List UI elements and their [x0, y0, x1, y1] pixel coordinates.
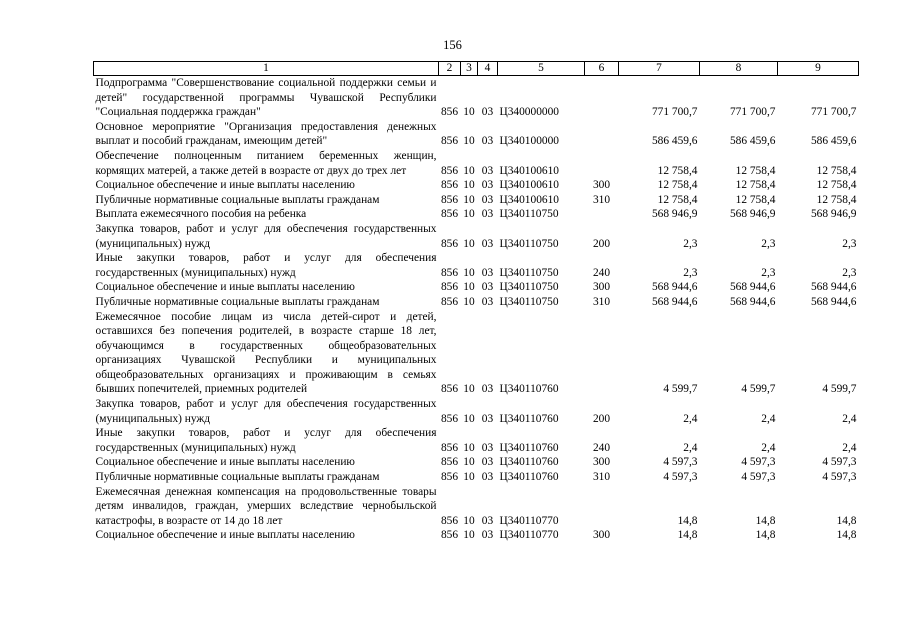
table-row	[94, 193, 859, 208]
target-article-cell: Ц340110750	[499, 208, 559, 221]
column-header: 7	[619, 62, 700, 76]
target-article-cell: Ц340100610	[499, 164, 559, 177]
section-code-cell: 10	[463, 266, 475, 279]
column-header: 6	[585, 62, 619, 76]
amount-col7-cell: 4 597,3	[663, 456, 698, 469]
subsection-code-cell: 03	[481, 135, 494, 148]
section-code-cell: 10	[463, 208, 475, 221]
section-code-cell: 10	[463, 456, 475, 469]
column-header: 2	[439, 62, 461, 76]
amount-col9-cell: 771 700,7	[810, 106, 857, 119]
target-article-cell: Ц340110760	[499, 412, 559, 425]
subsection-code-cell: 03	[481, 295, 494, 308]
ministry-code-cell: 856	[440, 412, 459, 425]
expense-type-cell	[585, 76, 619, 120]
column-header: 5	[498, 62, 585, 76]
target-article-cell: Ц340110750	[499, 237, 559, 250]
amount-col9-cell: 14,8	[836, 514, 857, 527]
column-header: 4	[478, 62, 498, 76]
section-code-cell: 10	[463, 295, 475, 308]
expense-type-cell: 240	[592, 441, 611, 454]
amount-col7-cell: 568 944,6	[651, 281, 698, 294]
subsection-code-cell: 03	[481, 412, 494, 425]
amount-col7-cell: 14,8	[677, 529, 698, 542]
amount-col8-cell: 568 946,9	[729, 208, 776, 221]
amount-col8-cell: 2,3	[761, 237, 776, 250]
ministry-code-cell: 856	[440, 164, 459, 177]
target-article-cell: Ц340110760	[499, 383, 559, 396]
ministry-code-cell: 856	[440, 179, 459, 192]
amount-col8-cell: 771 700,7	[729, 106, 776, 119]
amount-col9-cell: 2,4	[842, 441, 857, 454]
amount-col9-cell: 568 944,6	[810, 295, 857, 308]
subsection-code-cell: 03	[481, 237, 494, 250]
expense-type-cell: 200	[592, 237, 611, 250]
expense-type-cell: 300	[592, 456, 611, 469]
subsection-code-cell: 03	[481, 266, 494, 279]
target-article-cell: Ц340110770	[499, 529, 559, 542]
expense-type-cell	[585, 149, 619, 178]
target-article-cell: Ц340100610	[499, 179, 559, 192]
amount-col8-cell: 568 944,6	[729, 281, 776, 294]
header-row	[94, 62, 859, 76]
expense-type-cell	[585, 485, 619, 529]
table-row	[94, 455, 859, 470]
amount-col8-cell: 12 758,4	[735, 164, 776, 177]
row-name-cell: Социальное обеспечение и иные выплаты населению	[95, 179, 355, 192]
subsection-code-cell: 03	[481, 164, 494, 177]
row-name-cell: Публичные нормативные социальные выплаты гражданам	[95, 471, 380, 484]
subsection-code-cell: 03	[481, 471, 494, 484]
table-body	[94, 76, 859, 544]
ministry-code-cell: 856	[440, 471, 459, 484]
row-name-cell: Социальное обеспечение и иные выплаты населению	[95, 456, 355, 469]
table-header	[94, 62, 859, 76]
expense-type-cell: 310	[592, 295, 611, 308]
ministry-code-cell: 856	[440, 529, 459, 542]
column-header: 8	[700, 62, 778, 76]
section-code-cell: 10	[463, 514, 475, 527]
amount-col9-cell: 4 599,7	[822, 383, 857, 396]
table-row	[94, 251, 859, 280]
row-name-cell: Ежемесячное пособие лицам из числа детей-сирот и детей, оставшихся без попечения родителей, в возрасте старше 18 лет, обучающимся в государственных общеобразовательных организациях Чувашской Республики и муниципальных общеобразовательных организациях и проживающим в семьях бывших попечителей, приемных родителей	[95, 310, 437, 396]
section-code-cell: 10	[463, 193, 475, 206]
row-name-cell: Иные закупки товаров, работ и услуг для обеспечения государственных (муниципальных) нужд	[95, 252, 437, 279]
amount-col7-cell: 12 758,4	[657, 193, 698, 206]
amount-col7-cell: 14,8	[677, 514, 698, 527]
row-name-cell: Публичные нормативные социальные выплаты гражданам	[95, 295, 380, 308]
section-code-cell: 10	[463, 441, 475, 454]
expense-type-cell: 240	[592, 266, 611, 279]
ministry-code-cell: 856	[440, 514, 459, 527]
subsection-code-cell: 03	[481, 208, 494, 221]
table-row	[94, 76, 859, 120]
amount-col8-cell: 2,4	[761, 441, 776, 454]
amount-col9-cell: 12 758,4	[816, 164, 857, 177]
table-row	[94, 485, 859, 529]
expense-type-cell: 310	[592, 193, 611, 206]
table-row	[94, 426, 859, 455]
amount-col9-cell: 568 946,9	[810, 208, 857, 221]
amount-col8-cell: 14,8	[755, 514, 776, 527]
table-row	[94, 470, 859, 485]
page-number: 156	[443, 38, 462, 52]
subsection-code-cell: 03	[481, 514, 494, 527]
row-name-cell: Основное мероприятие "Организация предоставления денежных выплат и пособий гражданам, имеющим детей"	[95, 120, 437, 148]
amount-col8-cell: 12 758,4	[735, 193, 776, 206]
row-name-cell: Подпрограмма "Совершенствование социальной поддержки семьи и детей" государственной программы Чувашской Республики "Социальная поддержка граждан"	[95, 77, 437, 119]
amount-col7-cell: 568 946,9	[651, 208, 698, 221]
expense-type-cell: 200	[592, 412, 611, 425]
amount-col7-cell: 4 597,3	[663, 471, 698, 484]
amount-col8-cell: 586 459,6	[729, 135, 776, 148]
expense-type-cell: 300	[592, 281, 611, 294]
expense-type-cell: 300	[592, 179, 611, 192]
table-row	[94, 207, 859, 222]
subsection-code-cell: 03	[481, 383, 494, 396]
row-name-cell: Социальное обеспечение и иные выплаты населению	[95, 529, 355, 542]
row-name-cell: Обеспечение полноценным питанием беременных женщин, кормящих матерей, а также детей в возрасте от двух до трех лет	[95, 149, 437, 177]
table-row	[94, 149, 859, 178]
subsection-code-cell: 03	[481, 193, 494, 206]
target-article-cell: Ц340110760	[499, 441, 559, 454]
row-name-cell: Иные закупки товаров, работ и услуг для обеспечения государственных (муниципальных) нужд	[95, 427, 437, 454]
amount-col8-cell: 4 597,3	[741, 471, 776, 484]
column-header: 9	[778, 62, 859, 76]
expense-type-cell	[585, 310, 619, 398]
section-code-cell: 10	[463, 412, 475, 425]
target-article-cell: Ц340110750	[499, 295, 559, 308]
ministry-code-cell: 856	[440, 135, 459, 148]
amount-col7-cell: 586 459,6	[651, 135, 698, 148]
table-row	[94, 295, 859, 310]
section-code-cell: 10	[463, 135, 475, 148]
amount-col9-cell: 2,3	[842, 237, 857, 250]
table-row	[94, 310, 859, 398]
expense-type-cell: 310	[592, 471, 611, 484]
row-name-cell: Ежемесячная денежная компенсация на продовольственные товары детям инвалидов, граждан, умерших вследствие чернобыльской катастрофы, в возрасте от 14 до 18 лет	[95, 485, 437, 527]
target-article-cell: Ц340110770	[499, 514, 559, 527]
column-header: 3	[461, 62, 478, 76]
amount-col7-cell: 12 758,4	[657, 164, 698, 177]
amount-col9-cell: 4 597,3	[822, 471, 857, 484]
section-code-cell: 10	[463, 529, 475, 542]
row-name-cell: Закупка товаров, работ и услуг для обеспечения государственных (муниципальных) нужд	[95, 398, 437, 425]
target-article-cell: Ц340000000	[499, 106, 559, 119]
section-code-cell: 10	[463, 237, 475, 250]
amount-col7-cell: 771 700,7	[651, 106, 698, 119]
amount-col8-cell: 568 944,6	[729, 295, 776, 308]
amount-col8-cell: 2,3	[761, 266, 776, 279]
table-row	[94, 280, 859, 295]
column-header: 1	[94, 62, 439, 76]
subsection-code-cell: 03	[481, 529, 494, 542]
row-name-cell: Закупка товаров, работ и услуг для обеспечения государственных (муниципальных) нужд	[95, 222, 437, 250]
amount-col9-cell: 14,8	[836, 529, 857, 542]
amount-col8-cell: 12 758,4	[735, 179, 776, 192]
section-code-cell: 10	[463, 281, 475, 294]
subsection-code-cell: 03	[481, 456, 494, 469]
target-article-cell: Ц340110750	[499, 281, 559, 294]
section-code-cell: 10	[463, 383, 475, 396]
target-article-cell: Ц340110760	[499, 471, 559, 484]
amount-col9-cell: 2,3	[842, 266, 857, 279]
ministry-code-cell: 856	[440, 106, 459, 119]
expense-type-cell	[585, 120, 619, 149]
expense-type-cell	[585, 207, 619, 222]
ministry-code-cell: 856	[440, 281, 459, 294]
amount-col8-cell: 4 597,3	[741, 456, 776, 469]
ministry-code-cell: 856	[440, 456, 459, 469]
ministry-code-cell: 856	[440, 193, 459, 206]
row-name-cell: Публичные нормативные социальные выплаты гражданам	[95, 193, 380, 206]
row-name-cell: Выплата ежемесячного пособия на ребенка	[95, 208, 307, 221]
table-row	[94, 222, 859, 251]
target-article-cell: Ц340110750	[499, 266, 559, 279]
target-article-cell: Ц340100000	[499, 135, 559, 148]
budget-table	[93, 61, 859, 543]
amount-col9-cell: 2,4	[842, 412, 857, 425]
expense-type-cell: 300	[592, 529, 611, 542]
section-code-cell: 10	[463, 471, 475, 484]
ministry-code-cell: 856	[440, 441, 459, 454]
amount-col8-cell: 4 599,7	[741, 383, 776, 396]
ministry-code-cell: 856	[440, 208, 459, 221]
amount-col7-cell: 2,3	[683, 266, 698, 279]
amount-col9-cell: 586 459,6	[810, 135, 857, 148]
amount-col8-cell: 2,4	[761, 412, 776, 425]
row-name-cell: Социальное обеспечение и иные выплаты населению	[95, 281, 355, 294]
subsection-code-cell: 03	[481, 179, 494, 192]
amount-col7-cell: 2,4	[683, 412, 698, 425]
ministry-code-cell: 856	[440, 237, 459, 250]
amount-col7-cell: 568 944,6	[651, 295, 698, 308]
ministry-code-cell: 856	[440, 295, 459, 308]
amount-col9-cell: 12 758,4	[816, 193, 857, 206]
amount-col8-cell: 14,8	[755, 529, 776, 542]
amount-col9-cell: 4 597,3	[822, 456, 857, 469]
subsection-code-cell: 03	[481, 441, 494, 454]
target-article-cell: Ц340100610	[499, 193, 559, 206]
subsection-code-cell: 03	[481, 106, 494, 119]
table-row	[94, 528, 859, 543]
table-row	[94, 178, 859, 193]
target-article-cell: Ц340110760	[499, 456, 559, 469]
amount-col9-cell: 568 944,6	[810, 281, 857, 294]
amount-col7-cell: 2,4	[683, 441, 698, 454]
table-row	[94, 397, 859, 426]
subsection-code-cell: 03	[481, 281, 494, 294]
section-code-cell: 10	[463, 179, 475, 192]
table-row	[94, 120, 859, 149]
section-code-cell: 10	[463, 164, 475, 177]
section-code-cell: 10	[463, 106, 475, 119]
amount-col7-cell: 4 599,7	[663, 383, 698, 396]
amount-col7-cell: 2,3	[683, 237, 698, 250]
amount-col9-cell: 12 758,4	[816, 179, 857, 192]
amount-col7-cell: 12 758,4	[657, 179, 698, 192]
ministry-code-cell: 856	[440, 383, 459, 396]
ministry-code-cell: 856	[440, 266, 459, 279]
